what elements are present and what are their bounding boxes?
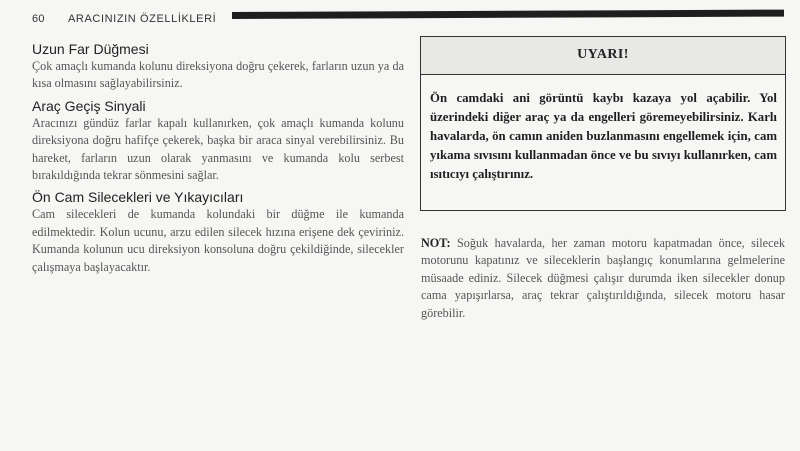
page-number: 60 <box>32 13 45 25</box>
section-body: Aracınızı gündüz farlar kapalı kullanırken, çok amaçlı kumanda kolunu direksiyona doğru hafifçe çekerek, başka bir araca sinyal verebilirsiniz. Bu hareket, farların uzun olarak yanmasını ve kumanda kolu serbest bırakıldığında tekrar sönmesini sağlar. <box>32 115 404 183</box>
section-flash-to-pass <box>32 97 404 185</box>
section-heading: Ön Cam Silecekleri ve Yıkayıcıları <box>32 189 244 206</box>
warning-header <box>421 37 785 75</box>
section-body: Cam silecekleri de kumanda kolundaki bir düğme ile kumanda edilmektedir. Kolun ucunu, arzu edilen silecek hızına erişene dek çeviriniz. Kumanda kolunun ucu direksiyon konsoluna doğru çekildiğinde, silecekler çalışmaya başlayacaktır. <box>32 207 404 274</box>
section-body: Çok amaçlı kumanda kolunu direksiyona doğru çekerek, farların uzun ya da kısa olmasını sağlayabilirsiniz. <box>32 59 404 91</box>
note-text: Soğuk havalarda, her zaman motoru kapatmadan önce, silecek motorunu kapatınız ve sileceklerin başlangıç konumlarına gelmelerine müsaade ediniz. Silecek düğmesi çalışır durumda iken silecekler donup cama yapışırlarsa, araç tekrar çalıştırıldığında, silecek motoru hasar görebilir. <box>421 236 785 320</box>
left-column <box>32 40 404 280</box>
right-column <box>420 36 786 322</box>
note-label: NOT: <box>421 236 451 250</box>
note-paragraph <box>421 235 785 322</box>
warning-title: UYARI! <box>577 47 629 62</box>
section-windshield-wipers <box>32 188 404 276</box>
header-rule <box>232 10 784 19</box>
page-header <box>32 10 784 30</box>
chapter-title: ARACINIZIN ÖZELLİKLERİ <box>68 13 217 25</box>
warning-text: Ön camdaki ani görüntü kaybı kazaya yol açabilir. Yol üzerindeki diğer araç ya da engelleri göremeyebilirsiniz. Karlı havalarda, ön camın aniden buzlanmasını engellemek için, cam yıkama sıvısını kullanmadan önce ve bu sıvıyı kullanırken, cam ısıtıcıyı çalıştırınız. <box>430 91 777 181</box>
section-heading: Uzun Far Düğmesi <box>32 41 149 57</box>
section-high-beam-switch <box>32 40 404 93</box>
warning-box <box>420 36 786 211</box>
section-heading: Araç Geçiş Sinyali <box>32 97 146 114</box>
